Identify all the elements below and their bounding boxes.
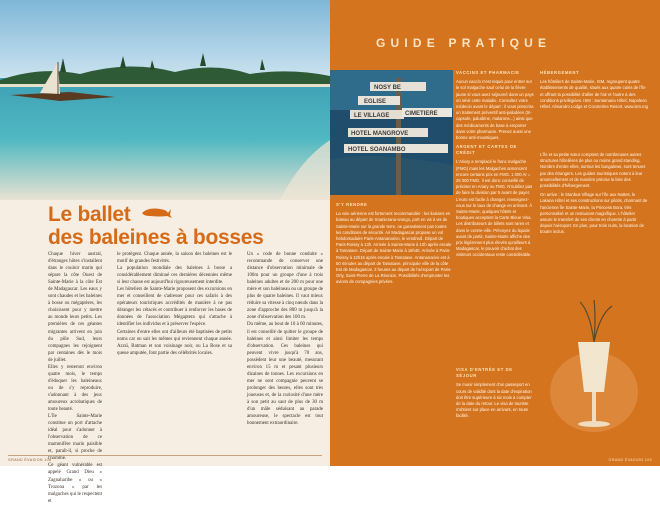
section-heading: ARGENT ET CARTES DE CRÉDIT xyxy=(456,144,517,156)
section-heading: S'Y RENDRE xyxy=(336,202,368,207)
paragraph: Un « code de bonne conduite » recommande de conserver une distance d'observation minimale de 100m pour un groupe d'une à trois baleines adultes et de 200 m pour une mère et son baleineau ou un groupe de plus de quatre baleines. Il vaut mieux réduire sa vitesse à cinq nœuds dans la zone d'approche des 800 m jusqu'à la zone d'observation des 100 m. xyxy=(247,252,323,321)
right-page xyxy=(330,0,660,466)
section-heading: HÉBERGEMENT xyxy=(540,70,580,75)
paragraph: Certaines d'entre elles ont d'ailleurs été baptisées de petits noms car on sait les mêmes qui reviennent chaque année. Azraï, Batman et son voisinage noir, ou La Bose et sa queue amputée, font partie des célébrités locales. xyxy=(117,329,232,356)
sign-text: EGLISE xyxy=(364,99,387,105)
section-text: On arrive : le Stanbus Village sur l'île aux Nattes, le Lakana Hôtel et ses constructions sur pilotis, charmant de l'ancienne île Sainte-Marie, la Princess Bora, très personnalisé et un restaurant magnifique. L'hôtelier assure le transfert de ses clients en charette à partir depuis l'aéroport. En plus, pour trois nuits, la location de boutre inclus. xyxy=(540,192,648,235)
section-text: L'île et sa petite sœur comptent de nombreuses autres structures hôtelières de plus ou moins grand standing. Nombre d'entre elles, surtout les bungalows, sont tenues par des étrangers. Les guides touristiques notent à leur amoncellement et de manière précise la liste des possibilités d'hébergement. xyxy=(540,152,646,189)
whale-icon xyxy=(140,205,172,219)
signpost-photo xyxy=(330,70,453,195)
section-heading: VACCINS ET PHARMACIE xyxy=(456,70,520,75)
argent-section xyxy=(456,144,534,259)
sign-text: HOTEL MANGROVE xyxy=(351,131,409,137)
article-column-3 xyxy=(247,251,323,427)
hebergement-section xyxy=(540,70,648,110)
guide-title: GUIDE PRATIQUE xyxy=(376,36,552,50)
vaccins-section xyxy=(456,70,534,141)
sign-text: CIMETIERE xyxy=(405,111,438,117)
title-line-2: des baleines à bosses xyxy=(48,226,264,249)
hebergement-section-2 xyxy=(540,152,648,236)
section-text: La voie aérienne est fortement recommandée : les liaisons en bateau au départ de Soanierana-Ivongo, port en vis à vis de Sainte-Marie sur la grande terre, ne garantissent pas toutes les conditions de sécurité. Air Madagascar propose un vol hebdomadaire Paris-Antananarivo, le vendredi. Départ de Paris-Roissy à 13h. Arrivée à Sainte-Marie à 10h après escale à Tamatave. Départ de Sainte-Marie à 16h40. Arrivée à Paris-Roissy à 12h15 après escale à Tamatave. Antananarivo est à 50 minutes au départ de Tamatave, principale ville de la côte Est de Madagascar. 3 heures au départ de l'aéroport de Paris-Orly, Saint-Pierre de La Réunion. Possibilités d'emprunter les avions de compagnies privées. xyxy=(336,211,452,285)
lagoon-photo xyxy=(0,0,330,200)
paragraph: Chaque hiver austral, d'étranges hôtes s'installent dans le couloir marin qui sépare la côte Ouest de Sainte-Marie à la côte Est de Madagascar. Les eaux y sont chaudes et les baleines à bosse ou mégaptères, les choisissent pour y mettre au monde leurs petits. Les premières de ces géantes migrantes arrivent en juin du pôle Sud, leurs compagnes les rejoignent par centaines dès le mois de juillet. xyxy=(48,252,102,363)
sign-text: HOTEL SOANAMBO xyxy=(348,147,406,153)
article-column-1 xyxy=(48,251,102,505)
section-text: Les hôteliers de Sainte-Marie, ISM, regroupent quatre établissements de qualité, situés aux quatre coins de l'île et offrant la possibilité d'allier de l'air et l'autre à des conditions privilégiées. ISM : Santamaria Hôtel, Napoleon Hôtel, Almandro Lodge et Cocoterine Resort. www.ism.mg xyxy=(540,79,648,110)
paragraph: le protègent. Chaque année, la saison des baleines est le motif de grandes festivités. xyxy=(117,252,232,265)
paragraph: Les hôteliers de Sainte-Marie proposent des excursions en mer et conseillent de s'adresser pour ces safaris à des opérateurs touristiques accrédités de manière à ne pas déranger les cétacés et contribuer à renforcer les bases de données de l'association Mégaptera qui s'attache à identifier les individus et à préserver l'espèce. xyxy=(117,287,232,328)
page-folio-left: GRAND ÉVASION 108 xyxy=(8,458,52,462)
title-line-1: Le ballet xyxy=(48,203,131,226)
section-heading: VISA D'ENTRÉE ET DE SÉJOUR xyxy=(456,367,513,379)
article-column-2 xyxy=(117,251,232,357)
page-folio-right: GRAND ÉVASION 109 xyxy=(608,458,652,462)
paragraph: Ce géant vulnérable est appelé Grand Dieu « Zagnaharibe » ou « Trozona » par les malgaches qui le respectent et xyxy=(48,463,102,504)
sy-rendre-section xyxy=(330,202,453,286)
visa-section xyxy=(456,367,534,420)
section-text: Aucun vaccin n'est requis pour entrer sur le sol malgache sauf celui de la fièvre jaune si vous avez séjourné dans un pays où sévit cette maladie. Consultez votre médecin avant le départ : il vous prescrira un traitement préventif anti-paludéen (tri-capsule, paludrine, malarone...) ainsi que des médicaments de base à emporter dans votre pharmacie. Prenez aussi une bonne anti-moustiques. xyxy=(456,79,534,141)
sign-text: NOSY BE xyxy=(374,85,401,91)
paragraph: Elles y resteront environ quatre mois, le temps d'éduquer les baleineaux ou de s'y reproduire, s'adonnant à des jeux amoureux acrobatiques de toute beauté. xyxy=(48,364,102,413)
left-page xyxy=(0,0,330,504)
footer-rule xyxy=(8,455,322,456)
paragraph: Du même, au bout de 10 à 60 minutes, il est conseillé de quitter le groupe de baleines et ainsi limiter les temps d'observation. Ces baleines qui peuvent vivre jusqu'à 70 ans, possèdent leur une beauté, mesurant environ 15 m et pesant plusieurs dizaines de tonnes. Les excursions en mer ne sont compagnie peuvent se prolonger des heures, elles sont très joueuses et, de la curiosité d'une mère à son petit au saut de plus de 30 m d'un mâle séduisant au parade amoureuse, le spectacle est tout bonnement extraordinaire. xyxy=(247,322,323,427)
paragraph: La population mondiale des baleines à bosse a considérablement diminué ces dernières décennies même si leur chasse est aujourd'hui rigoureusement interdite. xyxy=(117,266,232,286)
paragraph: L'île Sainte-Marie constitue un port d'attache idéal pour s'adonner à l'observation de ce mammifère marin paisible et, paraît-il, si proche de l'homme. xyxy=(48,414,102,462)
section-text: L'Ariary a remplacé le franc malgache (FMG) mais les Malgaches annoncent encore certains prix en FMG. 1 000 Ar = 25 000 FMG. Il est donc conseillé de préciser en Ariary ou FMG. N'oubliez pas de faire la division par 5 avant de payer. L'euro est facile à changer, renseignez-vous sur le taux de change en arrivant. À Sainte-Marie, quelques hôtels et boutiques acceptent la Carte Bleue Visa. Les distributeurs de billets sont rares et dans le centre-ville. Prévoyez du liquide avant de partir, Sainte-Marie affiche des prix légèrement plus élevés qu'ailleurs à Madagascar, le pouvoir d'achat des visiteurs occidentaux reste considérable. xyxy=(456,159,533,258)
sign-text: LE VILLAGE xyxy=(354,113,390,119)
cocktail-photo xyxy=(540,272,648,442)
section-text: Se munir simplement d'un passeport en cours de validité dont la date d'expiration doit être supérieure à six mois à compter de la date du retour. Le visa de touriste s'obtient sur place en arrivant, en toute facilité. xyxy=(456,382,532,419)
